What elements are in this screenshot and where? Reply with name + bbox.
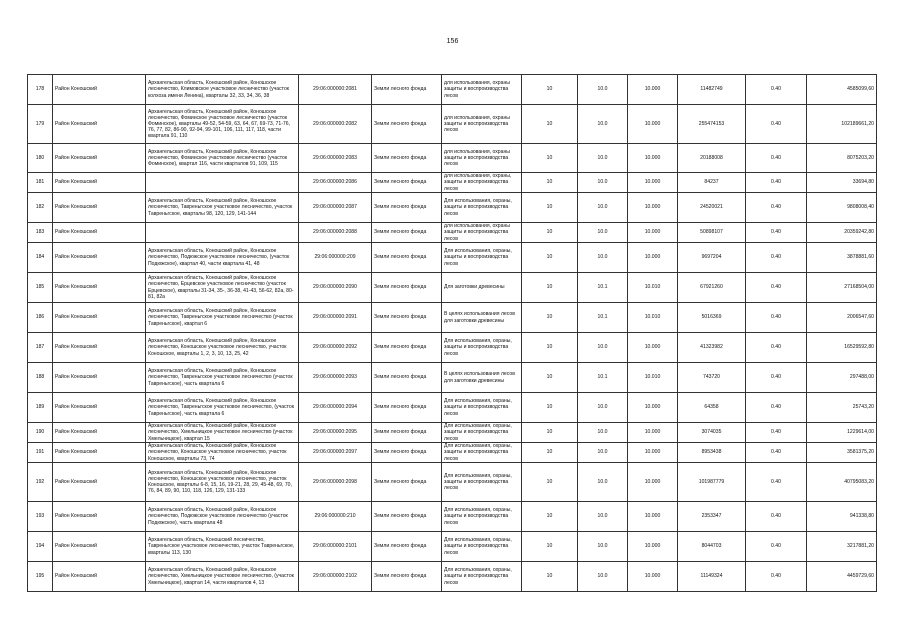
- cost-cell: 3217881,20: [807, 532, 877, 562]
- rate-cell: 0.40: [746, 243, 807, 273]
- area-cell: 84237: [678, 173, 746, 193]
- district-cell: Район Коношский: [53, 463, 146, 502]
- cost-cell: 3581375,20: [807, 443, 877, 463]
- land-category-cell: Земли лесного фонда: [372, 393, 442, 423]
- permitted-use-cell: Для использования, охраны, защиты и воспроизводства лесов: [442, 443, 522, 463]
- value-b-cell: 10.0: [578, 423, 628, 443]
- row-number: 192: [28, 463, 53, 502]
- rate-cell: 0.40: [746, 333, 807, 363]
- area-cell: 64358: [678, 393, 746, 423]
- row-number: 193: [28, 502, 53, 532]
- land-category-cell: Земли лесного фонда: [372, 105, 442, 144]
- cost-cell: 297488,00: [807, 363, 877, 393]
- district-cell: Район Коношский: [53, 532, 146, 562]
- land-category-cell: Земли лесного фонда: [372, 144, 442, 173]
- rate-cell: 0.40: [746, 303, 807, 333]
- cost-cell: 27168504,00: [807, 273, 877, 303]
- land-category-cell: Земли лесного фонда: [372, 562, 442, 592]
- land-category-cell: Земли лесного фонда: [372, 303, 442, 333]
- row-number: 191: [28, 443, 53, 463]
- value-c-cell: 10.010: [628, 303, 678, 333]
- permitted-use-cell: Для использования, охраны, защиты и воспроизводства лесов: [442, 562, 522, 592]
- land-category-cell: Земли лесного фонда: [372, 423, 442, 443]
- value-c-cell: 10.000: [628, 105, 678, 144]
- table-row: [28, 393, 877, 423]
- value-b-cell: 10.0: [578, 144, 628, 173]
- area-cell: 9697204: [678, 243, 746, 273]
- permitted-use-cell: Для использования, охраны, защиты и воспроизводства лесов: [442, 502, 522, 532]
- area-cell: 20188008: [678, 144, 746, 173]
- row-number: 179: [28, 105, 53, 144]
- table-row: [28, 223, 877, 243]
- permitted-use-cell: Для использования, охраны, защиты и воспроизводства лесов: [442, 463, 522, 502]
- value-a-cell: 10: [522, 532, 578, 562]
- permitted-use-cell: В целях использования лесов для заготовки древесины: [442, 363, 522, 393]
- district-cell: Район Коношский: [53, 105, 146, 144]
- district-cell: Район Коношский: [53, 423, 146, 443]
- location-cell: [146, 173, 299, 193]
- value-b-cell: 10.0: [578, 532, 628, 562]
- row-number: 190: [28, 423, 53, 443]
- value-b-cell: 10.0: [578, 243, 628, 273]
- row-number: 195: [28, 562, 53, 592]
- value-c-cell: 10.000: [628, 502, 678, 532]
- value-b-cell: 10.0: [578, 75, 628, 105]
- area-cell: 5016369: [678, 303, 746, 333]
- cadastral-number-cell: 29:06:000000:2101: [299, 532, 372, 562]
- permitted-use-cell: Для заготовки древесины: [442, 273, 522, 303]
- table-row: [28, 532, 877, 562]
- value-a-cell: 10: [522, 443, 578, 463]
- rate-cell: 0.40: [746, 363, 807, 393]
- location-cell: Архангельская область, Коношский район, Коношское лесничество, Коношское участковое лесничество, участок Коношское, кварталы 1, 2, 3, 10, 13, 25, 42: [146, 333, 299, 363]
- cost-cell: 4459729,60: [807, 562, 877, 592]
- rate-cell: 0.40: [746, 562, 807, 592]
- land-category-cell: Земли лесного фонда: [372, 363, 442, 393]
- row-number: 187: [28, 333, 53, 363]
- permitted-use-cell: Для использования, охраны, защиты и воспроизводства лесов: [442, 193, 522, 223]
- location-cell: [146, 223, 299, 243]
- cost-cell: 8075203,20: [807, 144, 877, 173]
- location-cell: Архангельская область, Коношский район, Коношское лесничество, Тавреньгское участковое лесничество, участок Тавреньгское, кварталы 98, 120, 129, 141-144: [146, 193, 299, 223]
- value-c-cell: 10.000: [628, 144, 678, 173]
- value-a-cell: 10: [522, 273, 578, 303]
- district-cell: Район Коношский: [53, 243, 146, 273]
- row-number: 180: [28, 144, 53, 173]
- value-a-cell: 10: [522, 463, 578, 502]
- value-b-cell: 10.0: [578, 173, 628, 193]
- cadastral-number-cell: 29:06:000000:2082: [299, 105, 372, 144]
- location-cell: Архангельская область, Коношский район, Коношское лесничество, Коношское участковое лесничество, участок Коношское, кварталы 73, 74: [146, 443, 299, 463]
- page-number: 156: [446, 38, 459, 45]
- rate-cell: 0.40: [746, 105, 807, 144]
- land-category-cell: Земли лесного фонда: [372, 173, 442, 193]
- value-a-cell: 10: [522, 75, 578, 105]
- row-number: 186: [28, 303, 53, 333]
- value-b-cell: 10.1: [578, 303, 628, 333]
- location-cell: Архангельская область, Коношский район, Коношское лесничество, Подюжское участковое лесничество (участок Подюжское), часть квартала 48: [146, 502, 299, 532]
- value-c-cell: 10.000: [628, 173, 678, 193]
- value-b-cell: 10.0: [578, 333, 628, 363]
- district-cell: Район Коношский: [53, 273, 146, 303]
- location-cell: Архангельская область, Коношский район, Коношское лесничество, Тавреньгское участковое лесничество, (участок Тавреньгское), часть квартала 6: [146, 393, 299, 423]
- rate-cell: 0.40: [746, 173, 807, 193]
- cadastral-number-cell: 29:06:000000:2093: [299, 363, 372, 393]
- rate-cell: 0.40: [746, 223, 807, 243]
- value-a-cell: 10: [522, 223, 578, 243]
- district-cell: Район Коношский: [53, 173, 146, 193]
- cadastral-number-cell: 29:06:000000:2086: [299, 173, 372, 193]
- location-cell: Архангельская область, Коношский район, Коношское лесничество, Ерцевское участковое лесничество (участок Ерцевское), кварталы 31-34, 35-, 36-38, 41-43, 56-62, 82а, 80-81, 82а: [146, 273, 299, 303]
- area-cell: 8044703: [678, 532, 746, 562]
- location-cell: Архангельская область, Коношский район, Коношское лесничество, Подюжское участковое лесничество, (участок Подюжское), квартал 40, части квартала 41, 48: [146, 243, 299, 273]
- cadastral-number-cell: 29:06:000000:2087: [299, 193, 372, 223]
- value-b-cell: 10.0: [578, 105, 628, 144]
- cost-cell: 941338,80: [807, 502, 877, 532]
- row-number: 178: [28, 75, 53, 105]
- cost-cell: 33694,80: [807, 173, 877, 193]
- area-cell: 67921260: [678, 273, 746, 303]
- cadastral-table: [27, 74, 877, 592]
- value-c-cell: 10.000: [628, 193, 678, 223]
- cadastral-number-cell: 29:06:000000:2097: [299, 443, 372, 463]
- land-category-cell: Земли лесного фонда: [372, 532, 442, 562]
- district-cell: Район Коношский: [53, 502, 146, 532]
- permitted-use-cell: для использования, охраны, защиты и воспроизводства лесов: [442, 173, 522, 193]
- table-row: [28, 105, 877, 144]
- table-row: [28, 273, 877, 303]
- cost-cell: 3878881,60: [807, 243, 877, 273]
- area-cell: 11149324: [678, 562, 746, 592]
- value-a-cell: 10: [522, 393, 578, 423]
- land-category-cell: Земли лесного фонда: [372, 75, 442, 105]
- rate-cell: 0.40: [746, 502, 807, 532]
- value-c-cell: 10.010: [628, 363, 678, 393]
- area-cell: 11482749: [678, 75, 746, 105]
- rate-cell: 0.40: [746, 443, 807, 463]
- value-b-cell: 10.1: [578, 273, 628, 303]
- cost-cell: 102189661,20: [807, 105, 877, 144]
- value-b-cell: 10.0: [578, 393, 628, 423]
- rate-cell: 0.40: [746, 144, 807, 173]
- area-cell: 3074035: [678, 423, 746, 443]
- cadastral-number-cell: 29:06:000000:2098: [299, 463, 372, 502]
- row-number: 189: [28, 393, 53, 423]
- value-b-cell: 10.0: [578, 193, 628, 223]
- table-row: [28, 443, 877, 463]
- permitted-use-cell: Для использования, охраны, защиты и воспроизводства лесов: [442, 393, 522, 423]
- value-c-cell: 10.000: [628, 75, 678, 105]
- value-a-cell: 10: [522, 502, 578, 532]
- table-row: [28, 333, 877, 363]
- land-category-cell: Земли лесного фонда: [372, 502, 442, 532]
- permitted-use-cell: для использования, охраны защиты и воспроизводства лесов: [442, 144, 522, 173]
- table-row: [28, 363, 877, 393]
- cadastral-number-cell: 29:06:000000:210: [299, 502, 372, 532]
- rate-cell: 0.40: [746, 393, 807, 423]
- area-cell: 255474153: [678, 105, 746, 144]
- value-b-cell: 10.0: [578, 443, 628, 463]
- cadastral-number-cell: 29:06:000000:209: [299, 243, 372, 273]
- rate-cell: 0.40: [746, 75, 807, 105]
- area-cell: 24520021: [678, 193, 746, 223]
- value-b-cell: 10.1: [578, 363, 628, 393]
- value-c-cell: 10.000: [628, 243, 678, 273]
- table-row: [28, 193, 877, 223]
- cost-cell: 20359242,80: [807, 223, 877, 243]
- value-a-cell: 10: [522, 363, 578, 393]
- rate-cell: 0.40: [746, 193, 807, 223]
- table-row: [28, 463, 877, 502]
- land-category-cell: Земли лесного фонда: [372, 333, 442, 363]
- cadastral-number-cell: 29:06:000000:2102: [299, 562, 372, 592]
- cadastral-number-cell: 29:06:000000:2088: [299, 223, 372, 243]
- value-a-cell: 10: [522, 144, 578, 173]
- land-category-cell: Земли лесного фонда: [372, 193, 442, 223]
- row-number: 184: [28, 243, 53, 273]
- value-a-cell: 10: [522, 193, 578, 223]
- area-cell: 743720: [678, 363, 746, 393]
- row-number: 194: [28, 532, 53, 562]
- cost-cell: 25743,20: [807, 393, 877, 423]
- rate-cell: 0.40: [746, 463, 807, 502]
- value-b-cell: 10.0: [578, 223, 628, 243]
- value-c-cell: 10.000: [628, 223, 678, 243]
- value-b-cell: 10.0: [578, 562, 628, 592]
- cadastral-number-cell: 29:06:000000:2081: [299, 75, 372, 105]
- land-category-cell: Земли лесного фонда: [372, 243, 442, 273]
- cost-cell: 16529592,80: [807, 333, 877, 363]
- value-c-cell: 10.000: [628, 443, 678, 463]
- permitted-use-cell: Для использования, охраны, защиты и воспроизводства лесов: [442, 333, 522, 363]
- value-c-cell: 10.000: [628, 562, 678, 592]
- location-cell: Архангельская область, Коношский район, Коношское лесничество, Тавреньгское участковое лесничество (участок Тавреньгское), квартал 6: [146, 303, 299, 333]
- value-b-cell: 10.0: [578, 463, 628, 502]
- value-a-cell: 10: [522, 173, 578, 193]
- cadastral-number-cell: 29:06:000000:2091: [299, 303, 372, 333]
- value-c-cell: 10.000: [628, 423, 678, 443]
- table-row: [28, 173, 877, 193]
- cadastral-number-cell: 29:06:000000:2083: [299, 144, 372, 173]
- value-a-cell: 10: [522, 105, 578, 144]
- permitted-use-cell: Для использования, охраны, защиты и воспроизводства лесов: [442, 423, 522, 443]
- value-b-cell: 10.0: [578, 502, 628, 532]
- rate-cell: 0.40: [746, 423, 807, 443]
- location-cell: Архангельская область, Коношский район, Коношское лесничество, Климовское участковое лесничество (участок колхоза имени Ленина), кварталы 32, 33, 34, 36, 38: [146, 75, 299, 105]
- location-cell: Архангельская область, Коношский район, Коношское лесничество, Хмельницкое участковое лесничество (участок Хмельницкое), квартал 15: [146, 423, 299, 443]
- row-number: 185: [28, 273, 53, 303]
- land-category-cell: Земли лесного фонда: [372, 443, 442, 463]
- district-cell: Район Коношский: [53, 333, 146, 363]
- rate-cell: 0.40: [746, 532, 807, 562]
- district-cell: Район Коношский: [53, 193, 146, 223]
- permitted-use-cell: для использования, охраны защиты и воспроизводства лесов: [442, 223, 522, 243]
- row-number: 183: [28, 223, 53, 243]
- permitted-use-cell: для использования, охраны защиты и воспроизводства лесов: [442, 105, 522, 144]
- cost-cell: 2006547,60: [807, 303, 877, 333]
- value-a-cell: 10: [522, 423, 578, 443]
- location-cell: Архангельская область, Коношский район, Коношское лесничество, Фоминское участковое лесничество (участок Фоминское), кварталы 49-52, 54-59, 63, 64, 67, 69-73, 71-76, 76, 77, 82, 86-90, 92-94, 99-101, 106, 111, 117, 118, части квартала 91, 110: [146, 105, 299, 144]
- cadastral-number-cell: 29:06:000000:2095: [299, 423, 372, 443]
- cost-cell: 1229614,00: [807, 423, 877, 443]
- permitted-use-cell: В целях использования лесов для заготовки древесины: [442, 303, 522, 333]
- table-row: [28, 502, 877, 532]
- value-c-cell: 10.000: [628, 333, 678, 363]
- row-number: 188: [28, 363, 53, 393]
- location-cell: Архангельская область, Коношский район, Коношское лесничество, Хмельницкое участковое лесничество, (участок Хмельницкое), квартал 14, части кварталов 4, 13: [146, 562, 299, 592]
- value-c-cell: 10.000: [628, 532, 678, 562]
- cost-cell: 9808008,40: [807, 193, 877, 223]
- area-cell: 8953438: [678, 443, 746, 463]
- row-number: 182: [28, 193, 53, 223]
- permitted-use-cell: Для использования, охраны, защиты и воспроизводства лесов: [442, 532, 522, 562]
- cadastral-number-cell: 29:06:000000:2094: [299, 393, 372, 423]
- row-number: 181: [28, 173, 53, 193]
- cost-cell: 40795083,20: [807, 463, 877, 502]
- location-cell: Архангельская область, Коношский район, Коношское лесничество, Тавреньгское участковое лесничество (участок Тавреньгское), часть квартала 6: [146, 363, 299, 393]
- value-c-cell: 10.000: [628, 393, 678, 423]
- land-category-cell: Земли лесного фонда: [372, 223, 442, 243]
- area-cell: 41323982: [678, 333, 746, 363]
- value-a-cell: 10: [522, 243, 578, 273]
- table-row: [28, 243, 877, 273]
- district-cell: Район Коношский: [53, 75, 146, 105]
- area-cell: 2353347: [678, 502, 746, 532]
- table-row: [28, 303, 877, 333]
- land-category-cell: Земли лесного фонда: [372, 273, 442, 303]
- district-cell: Район Коношский: [53, 303, 146, 333]
- land-category-cell: Земли лесного фонда: [372, 463, 442, 502]
- cost-cell: 4585099,60: [807, 75, 877, 105]
- table-row: [28, 144, 877, 173]
- district-cell: Район Коношский: [53, 393, 146, 423]
- value-a-cell: 10: [522, 333, 578, 363]
- cadastral-number-cell: 29:06:000000:2092: [299, 333, 372, 363]
- district-cell: Район Коношский: [53, 443, 146, 463]
- table-body: [28, 75, 877, 592]
- location-cell: Архангельская область, Коношский район, Коношское лесничество, Коношское участковое лесничество, участок Коношское, кварталы 6-8, 15, 16, 19-21, 28, 29, 45-48, 69, 70, 76, 84, 89, 90, 110, 118, 126, 129, 131-133: [146, 463, 299, 502]
- area-cell: 50898107: [678, 223, 746, 243]
- value-c-cell: 10.010: [628, 273, 678, 303]
- value-c-cell: 10.000: [628, 463, 678, 502]
- table-row: [28, 423, 877, 443]
- value-a-cell: 10: [522, 562, 578, 592]
- permitted-use-cell: Для использования, охраны, защиты и воспроизводства лесов: [442, 243, 522, 273]
- table-row: [28, 75, 877, 105]
- area-cell: 101987779: [678, 463, 746, 502]
- district-cell: Район Коношский: [53, 144, 146, 173]
- cadastral-number-cell: 29:06:000000:2090: [299, 273, 372, 303]
- district-cell: Район Коношский: [53, 562, 146, 592]
- rate-cell: 0.40: [746, 273, 807, 303]
- location-cell: Архангельская область, Коношский район, Коношское лесничество, Фоминское участковое лесничество (участок Фоминское), квартал 116, части кварталов 91, 109, 115: [146, 144, 299, 173]
- permitted-use-cell: для использования, охраны защиты и воспроизводства лесов: [442, 75, 522, 105]
- value-a-cell: 10: [522, 303, 578, 333]
- table-row: [28, 562, 877, 592]
- district-cell: Район Коношский: [53, 223, 146, 243]
- location-cell: Архангельская область, Коношский лесничество, Тавреньгское участковое лесничество, участок Тавреньгское, кварталы 113, 130: [146, 532, 299, 562]
- district-cell: Район Коношский: [53, 363, 146, 393]
